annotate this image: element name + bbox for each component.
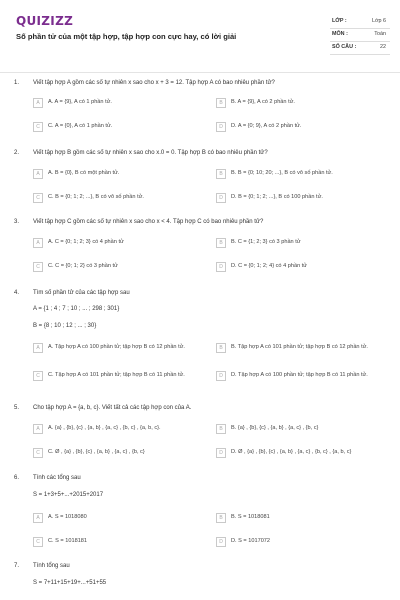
option-letter-box: A	[33, 98, 43, 108]
option-text: D. Tập hợp A có 100 phần tử; tập hợp B có 11 phần tử.	[231, 372, 368, 378]
option-letter-box: D	[216, 448, 226, 458]
question-text: Viết tập hợp C gồm các số tự nhiên x sao cho x < 4. Tập hợp C có bao nhiêu phần tử?	[33, 219, 264, 225]
option-text: B. S = 1018081	[231, 514, 270, 520]
option-text: D. A = {0; 9}, A có 2 phần tử.	[231, 123, 302, 129]
option-text: A. A = {9}, A có 1 phần tử.	[48, 99, 112, 105]
option-text: D. Ø , {a} , {b}, {c} , {a, b} , {a, c} , {b, c} , {a, b, c}	[231, 449, 352, 455]
question-text: Viết tập hợp B gồm các số tự nhiên x sao cho x.0 = 0. Tập hợp B có bao nhiêu phần tử?	[33, 150, 268, 156]
option-text: C. Ø , {a} , {b}, {c} , {a, b} , {a, c} , {b, c}	[48, 449, 145, 455]
meta-label: LỚP :	[332, 18, 347, 24]
option-text: D. B = {0; 1; 2; ...}, B có 100 phần tử.	[231, 194, 323, 200]
meta-row-count	[330, 42, 390, 55]
question-text: Tìm số phần tử của các tập hợp sau	[33, 290, 130, 296]
option-letter-box: B	[216, 169, 226, 179]
option-letter-box: C	[33, 537, 43, 547]
option-text: D. S = 1017072	[231, 538, 271, 544]
option-text: A. C = {0; 1; 2; 3} có 4 phần tử	[48, 239, 124, 245]
option-text: C. C = {0; 1; 2} có 3 phần tử	[48, 263, 118, 269]
option-text: B. {a} , {b}, {c} , {a, b} , {a, c} , {b, c}	[231, 425, 319, 431]
brand-logo: QUIZIZZ	[16, 14, 74, 28]
meta-label: SỐ CÂU :	[332, 44, 357, 50]
question-number: 6.	[14, 475, 20, 481]
meta-value: Lớp 6	[371, 18, 386, 24]
meta-table	[330, 16, 390, 55]
option-letter-box: D	[216, 262, 226, 272]
question-text: Cho tập hợp A = {a, b, c}. Viết tất cả các tập hợp con của A.	[33, 405, 192, 411]
question-set-b: B = {8 ; 10 ; 12 ; ... ; 30}	[33, 323, 97, 329]
question-expression: S = 7+11+15+19+...+51+55	[33, 580, 107, 586]
option-text: C. B = {0; 1; 2; ...}, B có vô số phần tử.	[48, 194, 144, 200]
meta-value: 22	[380, 44, 386, 50]
option-text: C. S = 1018181	[48, 538, 88, 544]
option-text: B. A = {9}, A có 2 phần tử.	[231, 99, 295, 105]
question-number: 1.	[14, 80, 20, 86]
option-letter-box: C	[33, 122, 43, 132]
question-text: Tính tổng sau	[33, 563, 70, 569]
option-letter-box: B	[216, 424, 226, 434]
option-letter-box: D	[216, 122, 226, 132]
option-text: B. B = {0; 10; 20; ...}, B có vô số phần tử.	[231, 170, 333, 176]
question-number: 5.	[14, 405, 20, 411]
option-text: B. C = {1; 2; 3} có 3 phần tử	[231, 239, 301, 245]
meta-label: MÔN :	[332, 31, 348, 37]
meta-value: Toán	[374, 31, 386, 37]
question-expression: S = 1+3+5+...+2015+2017	[33, 492, 104, 498]
question-number: 7.	[14, 563, 20, 569]
option-letter-box: D	[216, 371, 226, 381]
option-text: D. C = {0; 1; 2; 4} có 4 phần tử	[231, 263, 308, 269]
question-number: 3.	[14, 219, 20, 225]
page-title: Số phần tử của một tập hợp, tập hợp con cực hay, có lời giải	[16, 32, 237, 41]
option-letter-box: C	[33, 193, 43, 203]
question-text: Viết tập hợp A gồm các số tự nhiên x sao cho x + 3 = 12. Tập hợp A có bao nhiêu phần tử?	[33, 80, 275, 86]
option-letter-box: D	[216, 193, 226, 203]
option-letter-box: D	[216, 537, 226, 547]
option-text: C. Tập hợp A có 101 phần tử; tập hợp B có 11 phần tử.	[48, 372, 185, 378]
option-letter-box: A	[33, 513, 43, 523]
option-text: C. A = {0}, A có 1 phần tử.	[48, 123, 113, 129]
meta-row-class	[330, 16, 390, 29]
question-set-a: A = {1 ; 4 ; 7 ; 10 ; ... ; 298 ; 301}	[33, 306, 120, 312]
option-letter-box: A	[33, 343, 43, 353]
option-letter-box: C	[33, 262, 43, 272]
option-text: B. Tập hợp A có 101 phần tử; tập hợp B có 12 phần tử.	[231, 344, 368, 350]
meta-row-subject	[330, 29, 390, 42]
question-text: Tính các tổng sau	[33, 475, 81, 481]
option-letter-box: A	[33, 169, 43, 179]
option-letter-box: C	[33, 448, 43, 458]
question-number: 2.	[14, 150, 20, 156]
option-text: A. {a} , {b}, {c} , {a, b} , {a, c} , {b, c} , {a, b, c}.	[48, 425, 161, 431]
option-letter-box: C	[33, 371, 43, 381]
option-letter-box: A	[33, 424, 43, 434]
option-letter-box: B	[216, 513, 226, 523]
option-letter-box: B	[216, 343, 226, 353]
question-number: 4.	[14, 290, 20, 296]
option-text: A. B = {0}, B có một phần tử.	[48, 170, 120, 176]
worksheet-header	[0, 0, 400, 66]
option-text: A. S = 1018080	[48, 514, 87, 520]
option-letter-box: B	[216, 238, 226, 248]
option-letter-box: A	[33, 238, 43, 248]
option-letter-box: B	[216, 98, 226, 108]
option-text: A. Tập hợp A có 100 phần tử; tập hợp B có 12 phần tử.	[48, 344, 185, 350]
header-divider	[0, 72, 400, 73]
